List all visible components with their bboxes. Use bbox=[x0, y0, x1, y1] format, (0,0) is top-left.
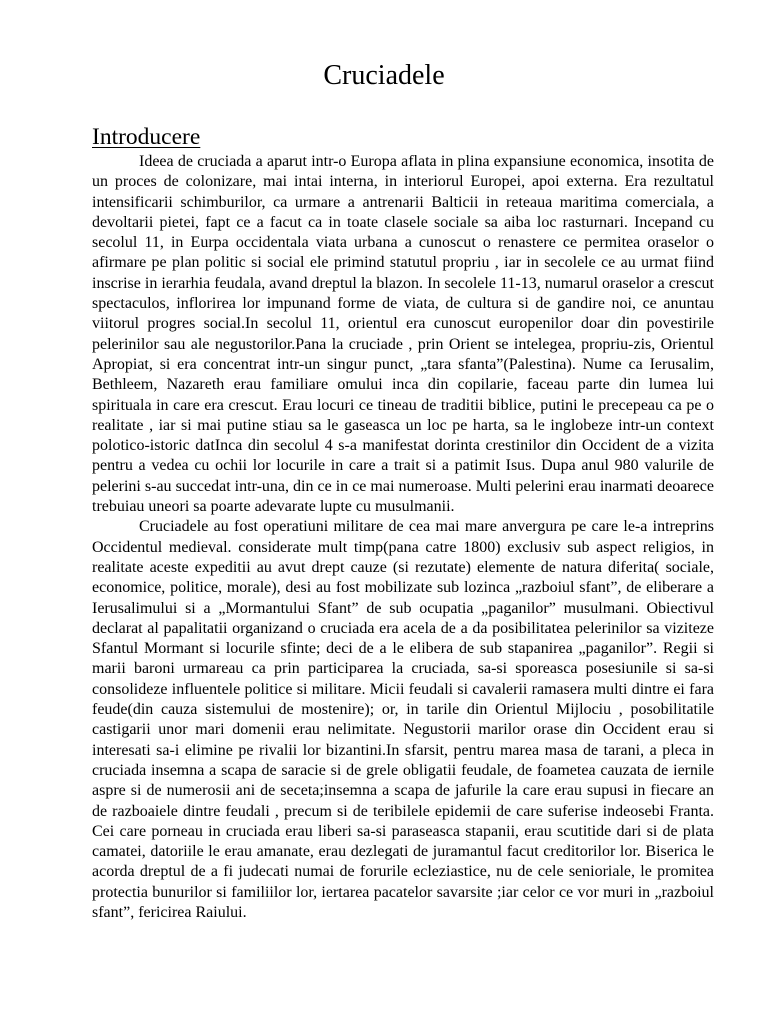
paragraph-1: Ideea de cruciada a aparut intr-o Europa aflata in plina expansiune economica, insotita de un proces de colonizare, mai intai interna, in interiorul Europei, apoi externa. Era rezultatul intensificarii schimburilor, ca urmare a antrenarii Balticii in reteaua maritima comerciala, a devoltarii pietei, fapt ce a facut ca in toate clasele sociale sa aiba loc rasturnari. Incepand cu secolul 11, in Eurpa occidentala viata urbana a cunoscut o renastere ce permitea oraselor o afirmare pe plan politic si social ele primind statutul propriu , iar in secolele ce au urmat fiind inscrise in ierarhia feudala, avand dreptul la blazon. In secolele 11-13, numarul oraselor a crescut spectaculos, inflorirea lor impunand forme de viata, de cultura si de gandire noi, ce anuntau viitorul progres social.In secolul 11, orientul era cunoscut europenilor doar din povestirile pelerinilor sau ale negustorilor.Pana la cruciade , prin Orient se intelegea, propriu-zis, Orientul Apropiat, si era concentrat intr-un singur punct, „tara sfanta”(Palestina). Nume ca Ierusalim, Bethleem, Nazareth erau familiare omului inca din copilarie, faceau parte din lumea lui spirituala in care era crescut. Erau locuri ce tineau de traditii biblice, putini le precepeau ca pe o realitate , iar si mai putine stiau sa le gaseasca un loc pe harta, sa le inglobeze intr-un context polotico-istoric datInca din secolul 4 s-a manifestat dorinta crestinilor din Occident de a vizita pentru a vedea cu ochii lor locurile in care a trait si a patimit Isus. Dupa anul 980 valurile de pelerini s-au succedat intr-una, din ce in ce mai numeroase. Multi pelerini erau inarmati deoarece trebuiau uneori sa poarte adevarate lupte cu musulmanii. bbox=[92, 153, 714, 516]
paragraph-2: Cruciadele au fost operatiuni militare de cea mai mare anvergura pe care le-a intreprins Occidentul medieval. considerate mult timp(pana catre 1800) exclusiv sub aspect religios, in realitate aceste expeditii au avut drept cauze (si rezutate) elemente de natura diferita( sociale, economice, politice, morale), desi au fost mobilizate sub lozinca „razboiul sfant”, de eliberare a Ierusalimului si a „Mormantului Sfant” de sub ocupatia „paganilor” musulmani. Obiectivul declarat al papalitatii organizand o cruciada era acela de a da posibilitatea pelerinilor sa viziteze Sfantul Mormant si locurile sfinte; deci de a le elibera de sub stapanirea „paganilor”. Regii si marii baroni urmareau ca prin participarea la cruciada, sa-si sporeasca posesiunile si sa-si consolideze influentele politice si militare. Micii feudali si cavalerii ramasera multi dintre ei fara feude(din cauza sistemului de mostenire); or, in tarile din Orientul Mijlociu , posobilitatile castigarii unor mari domenii erau nelimitate. Negustorii marilor orase din Occident erau si interesati sa-i elimine pe rivalii lor bizantini.In sfarsit, pentru marea masa de tarani, a pleca in cruciada insemna a scapa de saracie si de grele obligatii feudale, de foametea cauzata de iernile aspre si de numerosii ani de seceta;insemna a scapa de jafurile la care erau supusi in fiecare an de razboaiele dintre feudali , precum si de teribilele epidemii de care suferise indeosebi Franta. Cei care porneau in cruciada erau liberi sa-si paraseasca stapanii, erau scutitide dari si de plata camatei, datoriile le erau amanate, erau dezlegati de juramantul facut creditorilor lor. Biserica le acorda dreptul de a fi judecati numai de forurile ecleziastice, nu de cele senioriale, le promitea protectia bunurilor si familiilor lor, iertarea pacatelor savarsite ;iar celor ce vor muri in „razboiul sfant”, fericirea Raiului. bbox=[92, 518, 714, 921]
document-body bbox=[92, 152, 714, 923]
section-heading: Introducere bbox=[92, 124, 201, 150]
document-title: Cruciadele bbox=[323, 60, 445, 91]
